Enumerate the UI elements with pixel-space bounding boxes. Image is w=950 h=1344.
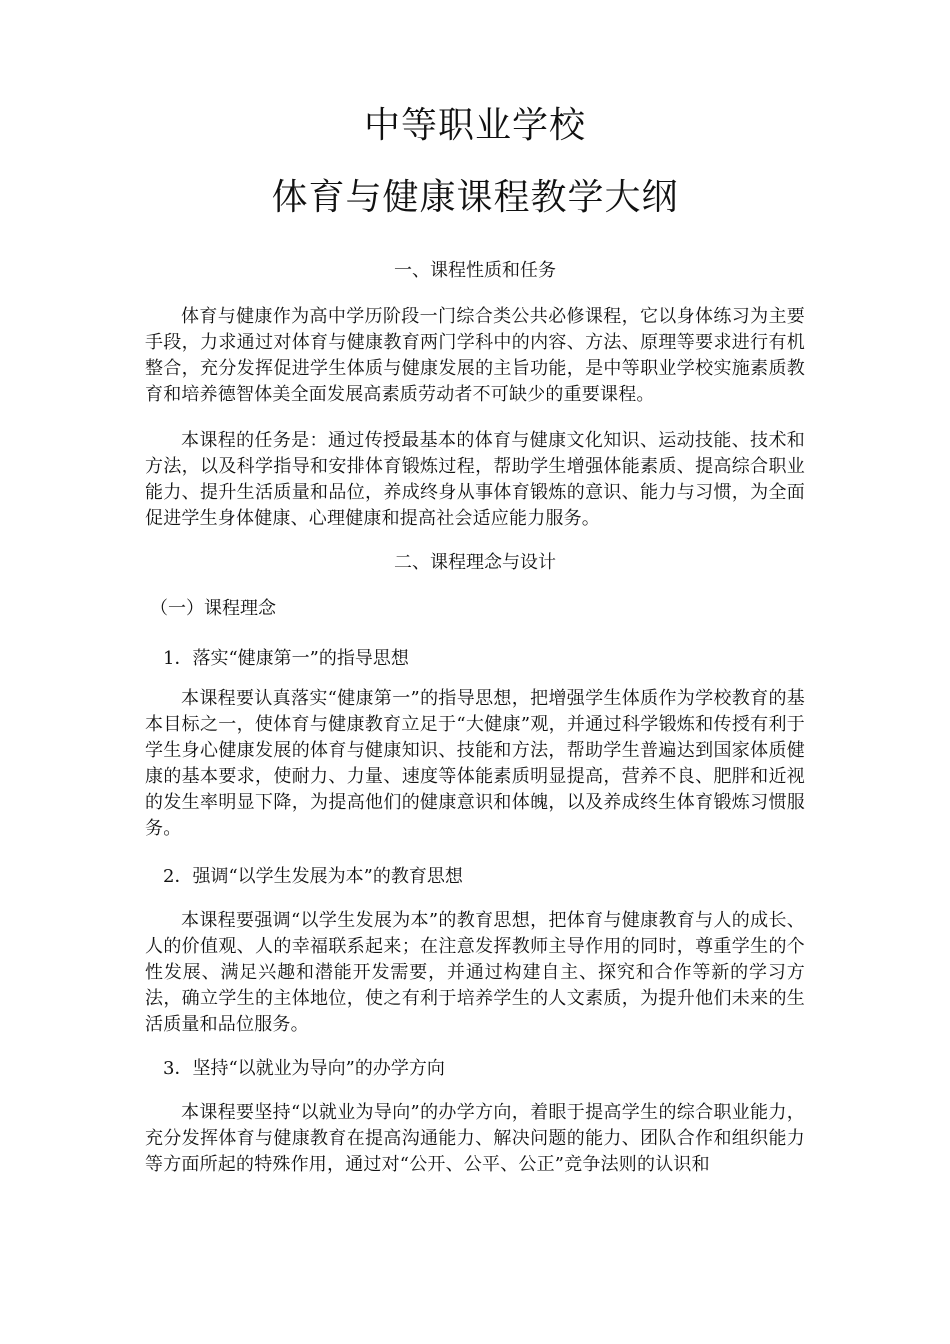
item-paragraph-1: 本课程要认真落实“健康第一”的指导思想，把增强学生体质作为学校教育的基本目标之一，使体育与健康教育立足于“大健康”观，并通过科学锻炼和传授有利于学生身心健康发展的体育与健康知识、技能和方法，帮助学生普遍达到国家体质健康的基本要求，使耐力、力量、速度等体能素质明显提高，营养不良、肥胖和近视的发生率明显下降，为提高他们的健康意识和体魄，以及养成终生体育锻炼习惯服务。: [145, 688, 805, 839]
item-label-1: 1．落实“健康第一”的指导思想: [163, 648, 409, 669]
subheading-course-concept: （一）课程理念: [150, 598, 276, 619]
paragraph-course-nature: 体育与健康作为高中学历阶段一门综合类公共必修课程，它以身体练习为主要手段，力求通过对体育与健康教育两门学科中的内容、方法、原理等要求进行有机整合，充分发挥促进学生体质与健康发展的主旨功能，是中等职业学校实施素质教育和培养德智体美全面发展高素质劳动者不可缺少的重要课程。: [145, 306, 805, 405]
item-label-2: 2．强调“以学生发展为本”的教育思想: [163, 866, 463, 887]
item-label-3: 3．坚持“以就业为导向”的办学方向: [163, 1058, 445, 1079]
document-subtitle: 体育与健康课程教学大纲: [271, 177, 679, 218]
paragraph-course-task: 本课程的任务是：通过传授最基本的体育与健康文化知识、运动技能、技术和方法，以及科学指导和安排体育锻炼过程，帮助学生增强体能素质、提高综合职业能力、提升生活质量和品位，养成终身从事体育锻炼的意识、能力与习惯，为全面促进学生身体健康、心理健康和提高社会适应能力服务。: [145, 430, 805, 529]
item-paragraph-2: 本课程要强调“以学生发展为本”的教育思想，把体育与健康教育与人的成长、人的价值观、人的幸福联系起来；在注意发挥教师主导作用的同时，尊重学生的个性发展、满足兴趣和潜能开发需要，并通过构建自主、探究和合作等新的学习方法，确立学生的主体地位，使之有利于培养学生的人文素质，为提升他们未来的生活质量和品位服务。: [145, 910, 805, 1035]
document-title: 中等职业学校: [363, 105, 586, 146]
section-heading-2: 二、课程理念与设计: [394, 552, 556, 573]
item-paragraph-3: 本课程要坚持“以就业为导向”的办学方向，着眼于提高学生的综合职业能力，充分发挥体育与健康教育在提高沟通能力、解决问题的能力、团队合作和组织能力等方面所起的特殊作用，通过对“公开、公平、公正”竞争法则的认识和: [145, 1102, 805, 1175]
section-heading-1: 一、课程性质和任务: [394, 260, 556, 281]
